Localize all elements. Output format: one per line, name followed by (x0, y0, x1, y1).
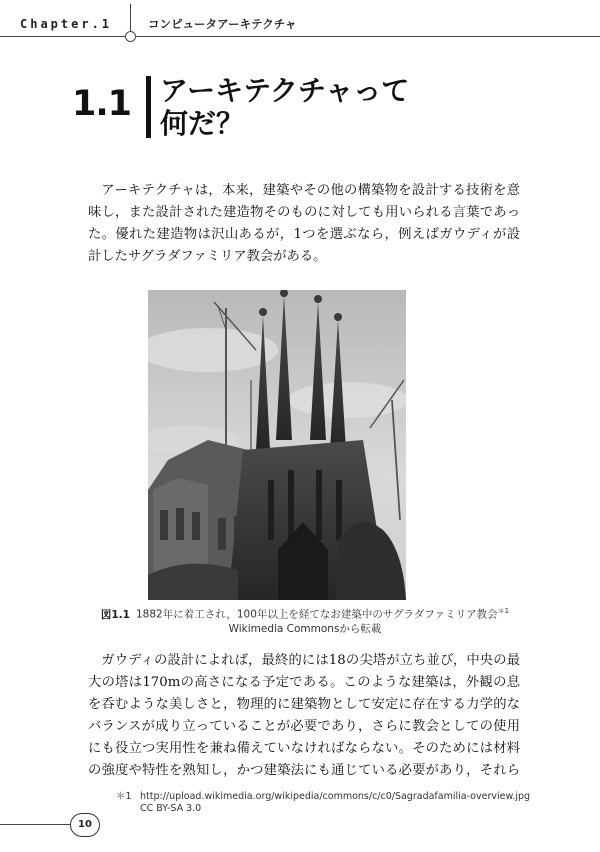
header-rule (0, 36, 600, 37)
footnote (116, 791, 536, 815)
section-bar (146, 76, 151, 138)
chapter-title: コンピュータアーキテクチャ (148, 17, 297, 31)
section-number: 1.1 (72, 84, 132, 124)
footnote-license: CC BY-SA 3.0 (140, 803, 202, 814)
cathedral-photo (148, 290, 406, 600)
caption-line-2: Wikimedia Commonsから転載 (228, 622, 382, 635)
body-paragraph-1: アーキテクチャは，本来，建築やその他の構築物を設計する技術を意味し，また設計された建造物そのものに対しても用いられる言葉であった。優れた建造物は沢山あるが，1つを選ぶなら，例えばガウディが設計したサグラダファミリア教会がある。 (88, 183, 520, 264)
page-number: 10 (70, 813, 100, 837)
header-ornament (125, 31, 136, 42)
caption-line-1 (100, 604, 510, 622)
page-number-rule (0, 824, 70, 825)
footnote-url: http://upload.wikimedia.org/wikipedia/commons/c/c0/Sagradafamilia-overview.jpg (140, 791, 531, 802)
figure-caption (100, 604, 510, 636)
footnote-mark: ＊1 (116, 791, 132, 802)
figure-label: 図1.1 (100, 608, 130, 621)
footnote-ref: ＊1 (497, 607, 510, 615)
body-paragraph-2: ガウディの設計によれば，最終的には18の尖塔が立ち並び，中央の最大の塔は170mの高さになる予定である。このような建築は，外観の息を呑むような美しさと，物理的に建築物として安定に存在する力学的なバランスが成り立っていることが必要であり，さらに教会としての使用にも役立つ実用性を兼ね備えていなければならない。そのためには材料の強度や特性を熟知し，かつ建築法にも通じている必要があり，それら (88, 653, 520, 778)
section-title (160, 74, 460, 140)
chapter-label: Chapter.1 (20, 17, 113, 31)
caption-text: 1882年に着工され，100年以上を経てなお建築中のサグラダファミリア教会 (135, 608, 498, 621)
section-title-line-1: アーキテクチャって (160, 74, 410, 107)
running-header (0, 0, 600, 38)
section-title-line-2: 何だ？ (160, 107, 245, 140)
